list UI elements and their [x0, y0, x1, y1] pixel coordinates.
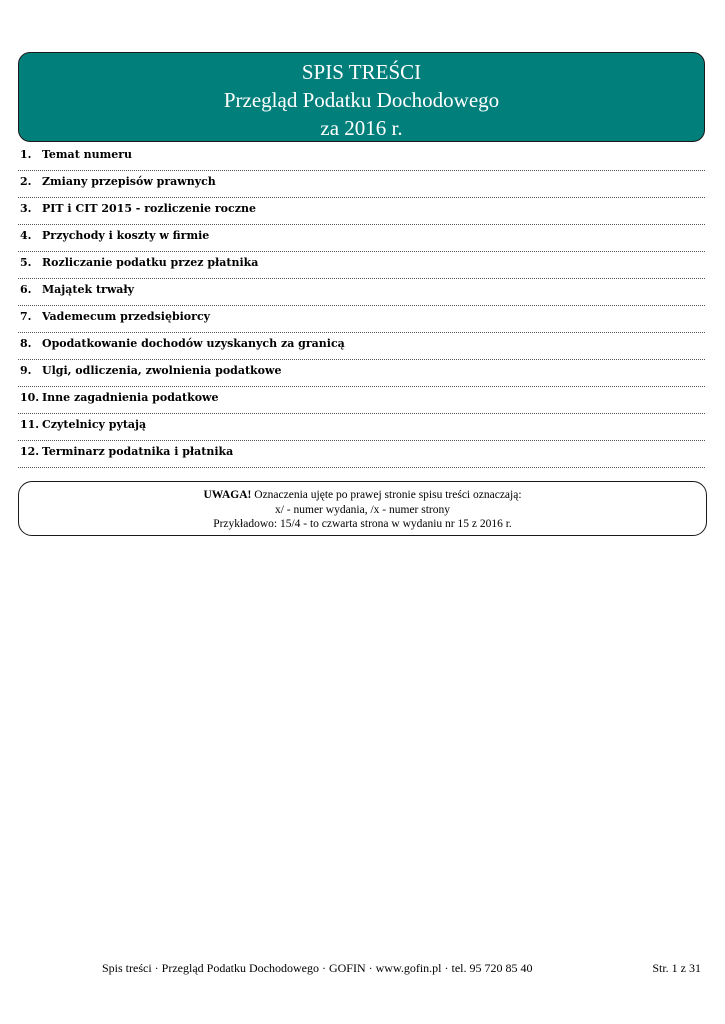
- publication-title: Przegląd Podatku Dochodowego: [223, 88, 500, 112]
- toc-item-number: 8.: [20, 337, 32, 350]
- toc-item-number: 3.: [20, 202, 32, 215]
- toc-item[interactable]: [18, 225, 705, 252]
- toc-item-number: 10.: [20, 391, 40, 404]
- toc-item[interactable]: [18, 144, 705, 171]
- toc-item[interactable]: [18, 414, 705, 441]
- toc-item[interactable]: [18, 360, 705, 387]
- toc-item-number: 4.: [20, 229, 32, 242]
- toc-item-title[interactable]: Ulgi, odliczenia, zwolnienia podatkowe: [42, 364, 282, 377]
- toc-item-number: 12.: [20, 445, 40, 458]
- toc-item[interactable]: [18, 387, 705, 414]
- toc-item-number: 5.: [20, 256, 32, 269]
- note-box: [18, 481, 707, 536]
- toc-item-title[interactable]: Zmiany przepisów prawnych: [42, 175, 216, 188]
- toc-item[interactable]: [18, 441, 705, 468]
- toc-item-title[interactable]: Inne zagadnienia podatkowe: [42, 391, 219, 404]
- toc-item-title[interactable]: Vademecum przedsiębiorcy: [42, 310, 211, 323]
- toc-item-title[interactable]: Rozliczanie podatku przez płatnika: [42, 256, 259, 269]
- toc-item[interactable]: [18, 171, 705, 198]
- table-of-contents: [18, 144, 705, 468]
- toc-item-number: 11.: [20, 418, 40, 431]
- toc-item-number: 9.: [20, 364, 32, 377]
- toc-item-title[interactable]: Przychody i koszty w firmie: [42, 229, 210, 242]
- footer-text: Spis treści · Przegląd Podatku Dochodowego · GOFIN · www.gofin.pl · tel. 95 720 85 40: [102, 961, 533, 975]
- toc-item-title[interactable]: Majątek trwały: [42, 283, 135, 296]
- note-line-3: Przykładowo: 15/4 - to czwarta strona w wydaniu nr 15 z 2016 r.: [213, 518, 512, 530]
- toc-item[interactable]: [18, 279, 705, 306]
- toc-item[interactable]: [18, 252, 705, 279]
- toc-item-number: 2.: [20, 175, 32, 188]
- page-footer: [0, 961, 725, 977]
- toc-item-number: 6.: [20, 283, 32, 296]
- toc-item-title[interactable]: Czytelnicy pytają: [42, 418, 147, 431]
- note-line-2: x/ - numer wydania, /x - numer strony: [274, 503, 450, 516]
- toc-item-title[interactable]: Terminarz podatnika i płatnika: [42, 445, 234, 458]
- toc-item[interactable]: [18, 333, 705, 360]
- toc-item-title[interactable]: Temat numeru: [42, 148, 133, 161]
- toc-item-title[interactable]: Opodatkowanie dochodów uzyskanych za granicą: [42, 337, 345, 350]
- toc-item-title[interactable]: PIT i CIT 2015 - rozliczenie roczne: [42, 202, 256, 215]
- note-intro: Oznaczenia ujęte po prawej stronie spisu treści oznaczają:: [251, 489, 522, 501]
- toc-item-number: 7.: [20, 310, 32, 323]
- toc-item-number: 1.: [20, 148, 32, 161]
- title-banner: [18, 52, 705, 142]
- publication-year: za 2016 r.: [320, 116, 403, 140]
- page-number: Str. 1 z 31: [652, 961, 701, 975]
- note-line-1: [19, 488, 706, 503]
- note-label: UWAGA!: [203, 489, 252, 501]
- toc-item[interactable]: [18, 306, 705, 333]
- page-title: SPIS TREŚCI: [301, 60, 422, 84]
- toc-item[interactable]: [18, 198, 705, 225]
